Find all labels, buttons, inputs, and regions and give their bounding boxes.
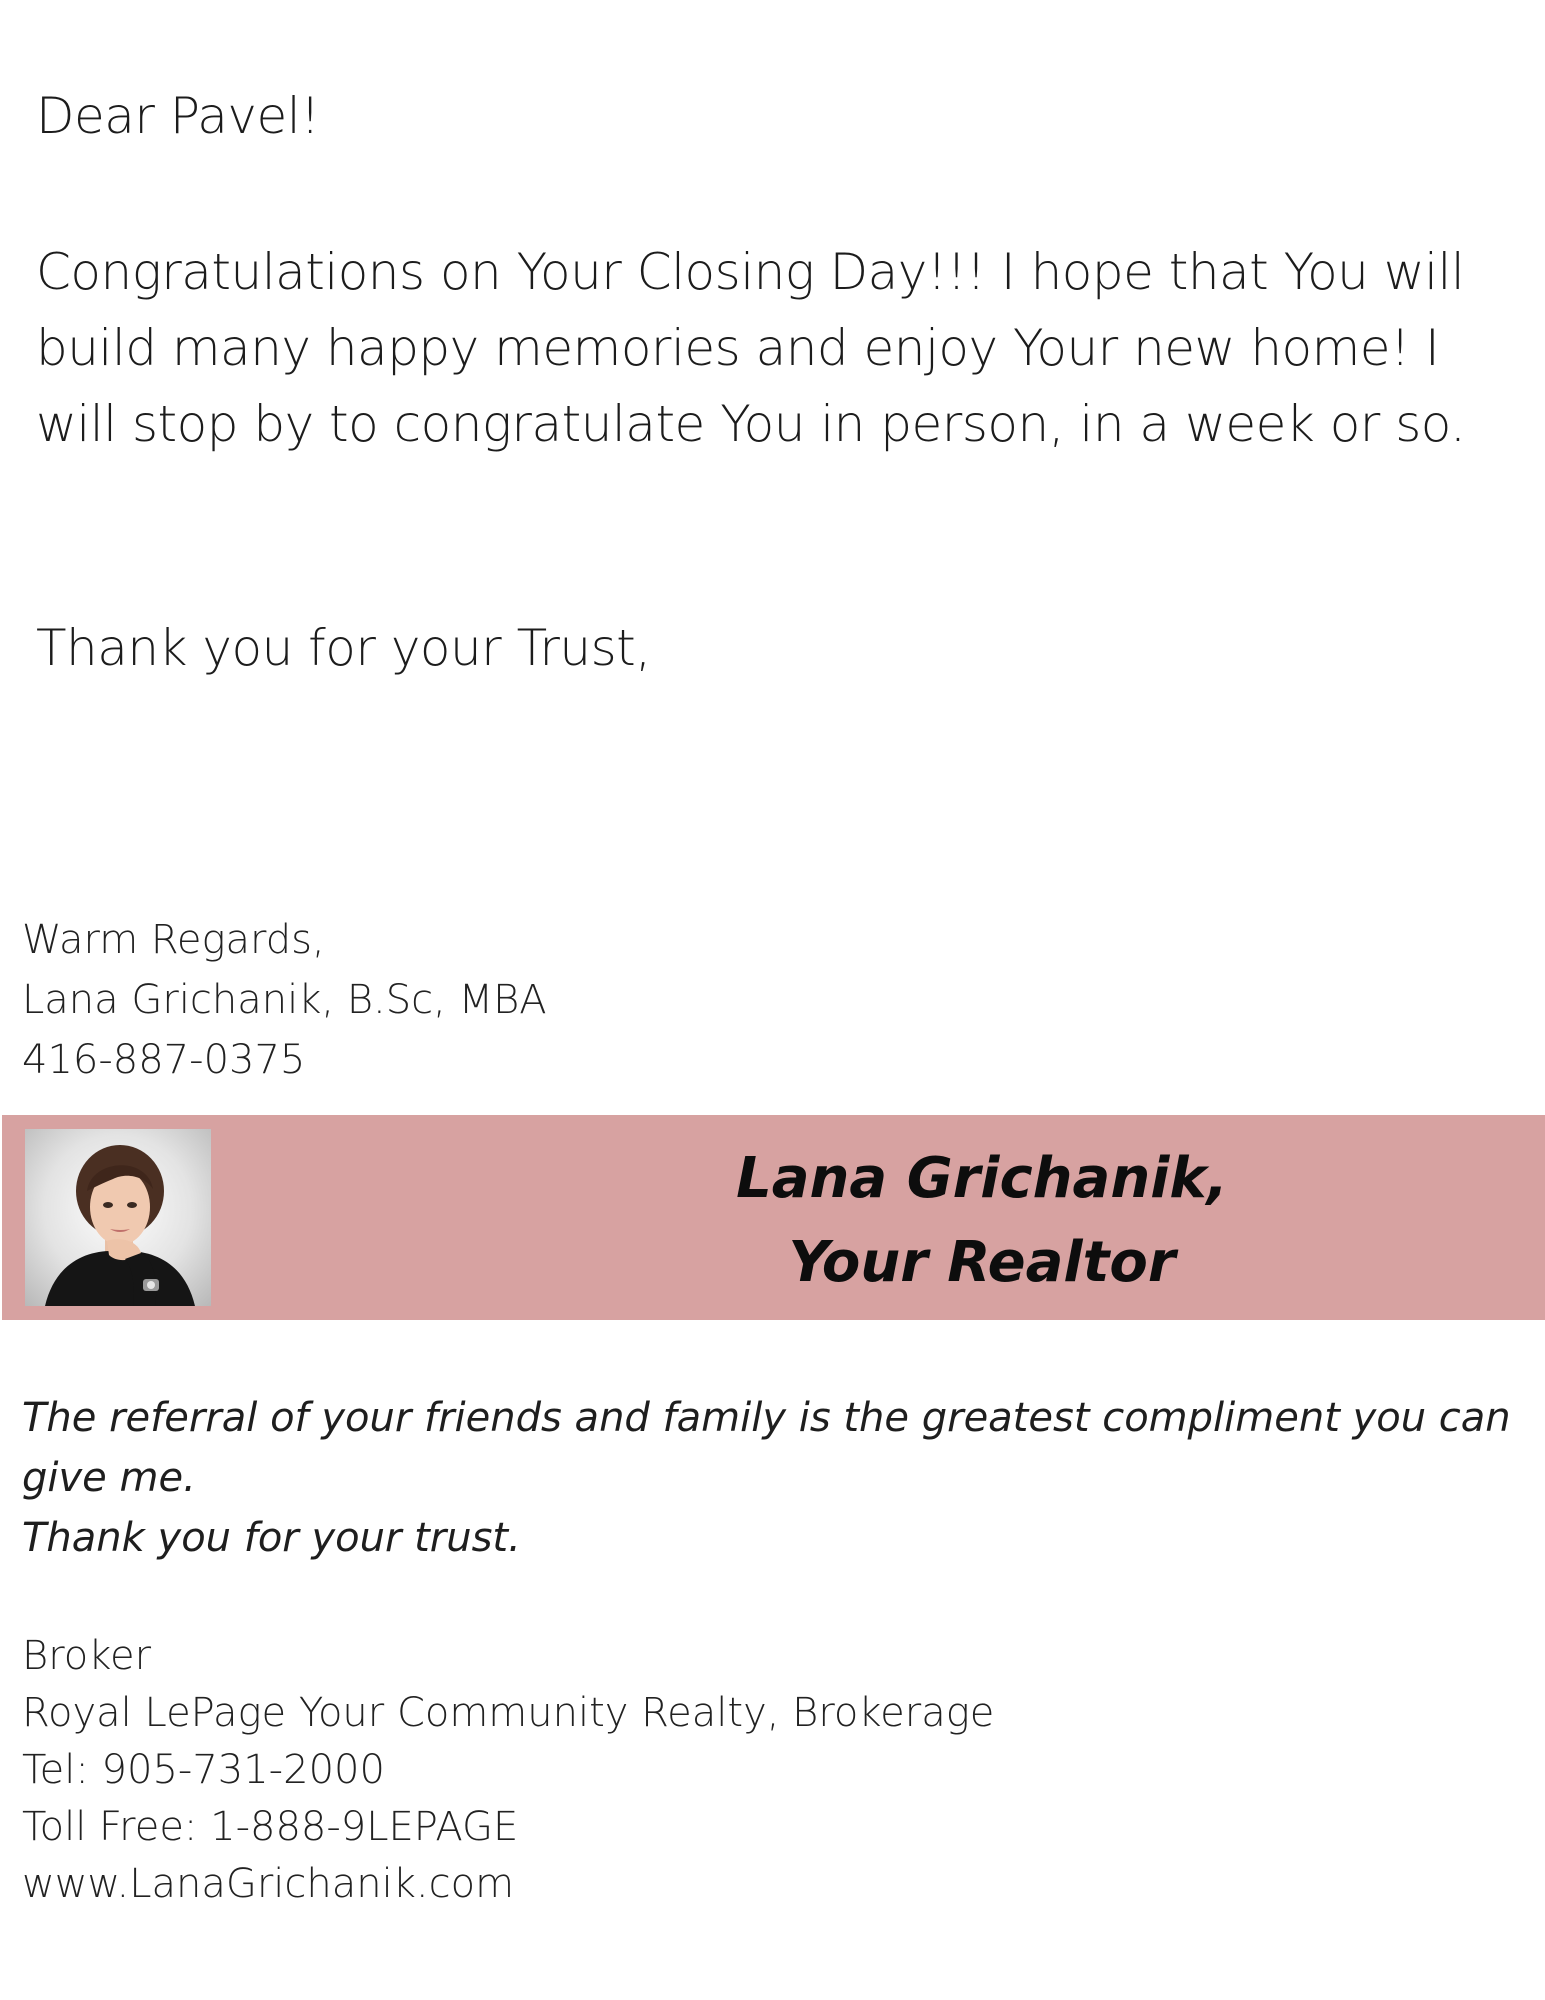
banner-role: Your Realtor — [788, 1230, 1176, 1295]
signoff-regards: Warm Regards, — [22, 917, 325, 963]
signoff-name: Lana Grichanik, B.Sc, MBA — [22, 977, 547, 1023]
portrait-image — [25, 1129, 211, 1306]
contact-block — [22, 1628, 994, 1913]
contact-title: Broker — [22, 1633, 152, 1679]
signoff-phone: 416-887-0375 — [22, 1037, 306, 1083]
letter-body: Congratulations on Your Closing Day!!! I hope that You will build many happy memories and enjoy Your new home! I will stop by to congratulate You in person, in a week or so. — [36, 243, 1466, 453]
letter-greeting: Dear Pavel! — [36, 87, 320, 145]
quote-line-thanks: Thank you for your trust. — [22, 1515, 521, 1561]
signoff-block — [22, 910, 547, 1090]
contact-toll-free: Toll Free: 1-888-9LEPAGE — [22, 1804, 519, 1850]
contact-website-link[interactable]: www.LanaGrichanik.com — [22, 1861, 515, 1907]
quote-line-referral: The referral of your friends and family is the greatest compliment you can give me. — [22, 1395, 1511, 1501]
letter-closing: Thank you for your Trust, — [36, 619, 651, 677]
contact-company: Royal LePage Your Community Realty, Brokerage — [22, 1690, 995, 1736]
realtor-photo — [25, 1129, 211, 1306]
contact-tel: Tel: 905-731-2000 — [22, 1747, 385, 1793]
banner-name: Lana Grichanik, — [736, 1146, 1228, 1211]
realtor-banner — [2, 1115, 1545, 1320]
referral-quote — [22, 1388, 1522, 1568]
banner-title — [562, 1137, 1402, 1305]
